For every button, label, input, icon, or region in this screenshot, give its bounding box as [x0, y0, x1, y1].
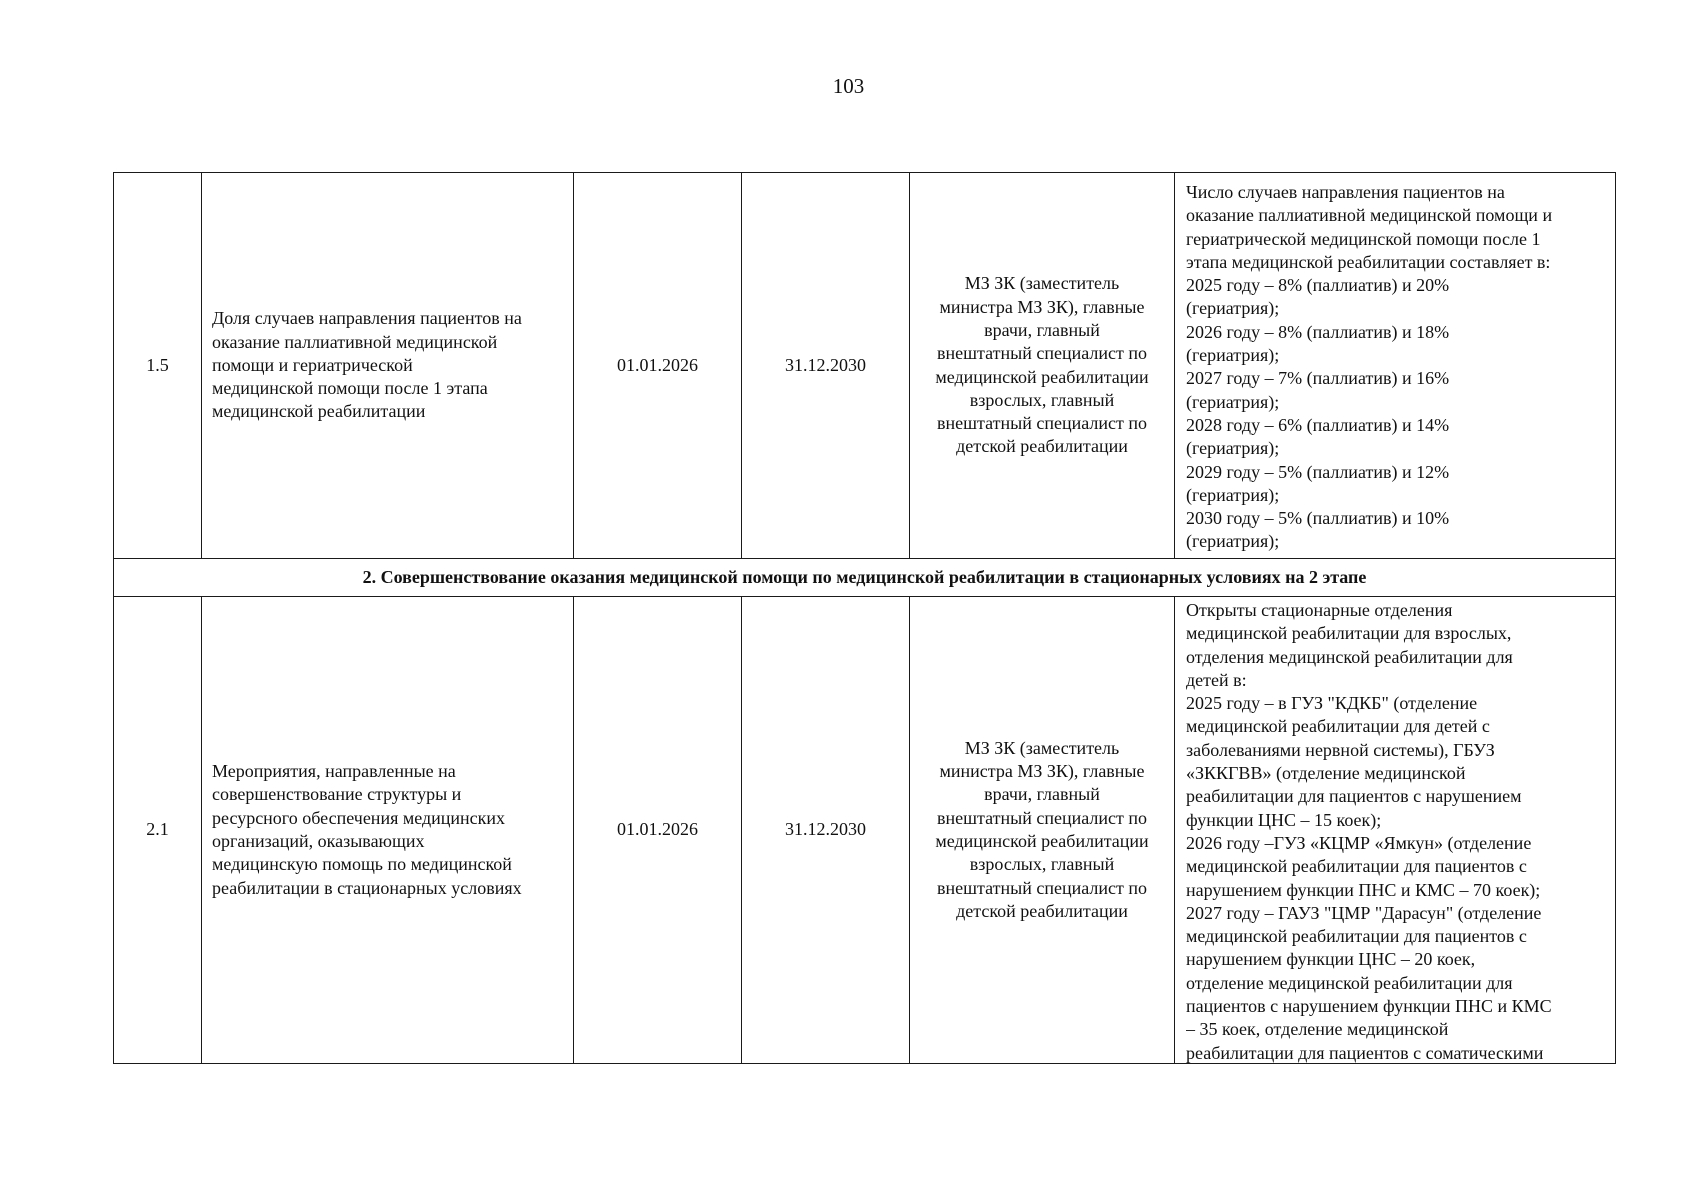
text-line: 2026 году – 8% (паллиатив) и 18%: [1186, 321, 1450, 342]
text-line: медицинской реабилитации: [935, 366, 1149, 387]
text-line: (гериатрия);: [1186, 438, 1280, 459]
text-line: Открыты стационарные отделения: [1186, 600, 1453, 620]
measure-name: [202, 173, 574, 559]
text-line: детской реабилитации: [956, 900, 1128, 921]
text-line: 2027 году – ГАУЗ "ЦМР "Дарасун" (отделение: [1186, 902, 1542, 923]
text-line: детей в:: [1186, 669, 1247, 690]
text-line: организаций, оказывающих: [212, 831, 425, 851]
text-line: гериатрической медицинской помощи после 1: [1186, 228, 1541, 249]
text-line: реабилитации в стационарных условиях: [212, 877, 522, 898]
text-line: медицинской реабилитации для пациентов с: [1186, 856, 1527, 877]
text-line: министра МЗ ЗК), главные: [939, 296, 1145, 317]
measures-table: [113, 172, 1616, 1064]
responsible: [910, 173, 1175, 559]
start-date: 01.01.2026: [574, 173, 742, 559]
row-number: 2.1: [114, 597, 202, 1064]
text-line: внештатный специалист по: [937, 877, 1147, 898]
text-line: нарушением функции ПНС и КМС – 70 коек);: [1186, 879, 1541, 900]
text-line: внештатный специалист по: [937, 343, 1147, 364]
text-line: отделение медицинской реабилитации для: [1186, 972, 1513, 993]
text-line: медицинской реабилитации для пациентов с: [1186, 926, 1527, 947]
section-title: 2. Совершенствование оказания медицинской помощи по медицинской реабилитации в стационарных условиях на 2 этапе: [114, 559, 1616, 597]
text-line: врачи, главный: [984, 784, 1100, 805]
text-line: медицинской реабилитации для взрослых,: [1186, 623, 1512, 644]
text-line: совершенствование структуры и: [212, 784, 462, 805]
text-line: заболеваниями нервной системы), ГБУЗ: [1186, 739, 1495, 760]
measure-name: [202, 597, 574, 1064]
text-line: оказание паллиативной медицинской: [212, 331, 498, 352]
text-line: медицинской реабилитации для детей с: [1186, 716, 1490, 737]
text-line: 2028 году – 6% (паллиатив) и 14%: [1186, 414, 1450, 435]
text-line: ресурсного обеспечения медицинских: [212, 807, 506, 828]
end-date: 31.12.2030: [742, 597, 910, 1064]
expected-result: [1175, 597, 1616, 1064]
text-line: медицинскую помощь по медицинской: [212, 854, 512, 875]
text-line: (гериатрия);: [1186, 391, 1280, 412]
text-line: Мероприятия, направленные на: [212, 761, 456, 782]
text-line: этапа медицинской реабилитации составляет в:: [1186, 251, 1551, 272]
responsible: [910, 597, 1175, 1064]
section-row: [114, 559, 1616, 597]
text-line: (гериатрия);: [1186, 531, 1280, 552]
text-line: пациентов с нарушением функции ПНС и КМС: [1186, 996, 1552, 1017]
end-date: 31.12.2030: [742, 173, 910, 559]
text-line: МЗ ЗК (заместитель: [964, 273, 1120, 294]
text-line: министра МЗ ЗК), главные: [939, 761, 1145, 782]
text-line: детской реабилитации: [956, 436, 1128, 457]
text-line: медицинской помощи после 1 этапа: [212, 378, 488, 399]
text-line: 2030 году – 5% (паллиатив) и 10%: [1186, 508, 1450, 529]
text-line: нарушением функции ЦНС – 20 коек,: [1186, 949, 1476, 970]
text-line: «ЗККГВВ» (отделение медицинской: [1186, 763, 1466, 784]
text-line: реабилитации для пациентов с нарушением: [1186, 786, 1522, 807]
text-line: 2026 году –ГУЗ «КЦМР «Ямкун» (отделение: [1186, 832, 1532, 853]
text-line: взрослых, главный: [969, 854, 1115, 875]
table-row: [114, 173, 1616, 559]
row-number: 1.5: [114, 173, 202, 559]
start-date: 01.01.2026: [574, 597, 742, 1064]
text-line: (гериатрия);: [1186, 298, 1280, 319]
text-line: (гериатрия);: [1186, 484, 1280, 505]
text-line: помощи и гериатрической: [212, 354, 413, 375]
text-line: оказание паллиативной медицинской помощи и: [1186, 205, 1553, 226]
page-number: 103: [832, 74, 865, 98]
text-line: – 35 коек, отделение медицинской: [1186, 1019, 1449, 1040]
text-line: реабилитации для пациентов с соматическими: [1186, 1042, 1544, 1063]
text-line: врачи, главный: [984, 319, 1100, 340]
text-line: МЗ ЗК (заместитель: [964, 737, 1120, 758]
text-line: медицинской реабилитации: [212, 401, 426, 422]
text-line: взрослых, главный: [969, 389, 1115, 410]
text-line: 2029 году – 5% (паллиатив) и 12%: [1186, 461, 1450, 482]
text-line: отделения медицинской реабилитации для: [1186, 646, 1513, 667]
table-row: [114, 597, 1616, 1064]
text-line: медицинской реабилитации: [935, 831, 1149, 851]
text-line: 2025 году – 8% (паллиатив) и 20%: [1186, 275, 1450, 296]
text-line: внештатный специалист по: [937, 413, 1147, 434]
text-line: Число случаев направления пациентов на: [1186, 182, 1505, 202]
text-line: 2025 году – в ГУЗ "КДКБ" (отделение: [1186, 693, 1478, 714]
expected-result: [1175, 173, 1616, 559]
text-line: (гериатрия);: [1186, 345, 1280, 366]
text-line: функции ЦНС – 15 коек);: [1186, 809, 1382, 830]
text-line: внештатный специалист по: [937, 807, 1147, 828]
text-line: Доля случаев направления пациентов на: [212, 308, 522, 329]
text-line: 2027 году – 7% (паллиатив) и 16%: [1186, 368, 1450, 389]
